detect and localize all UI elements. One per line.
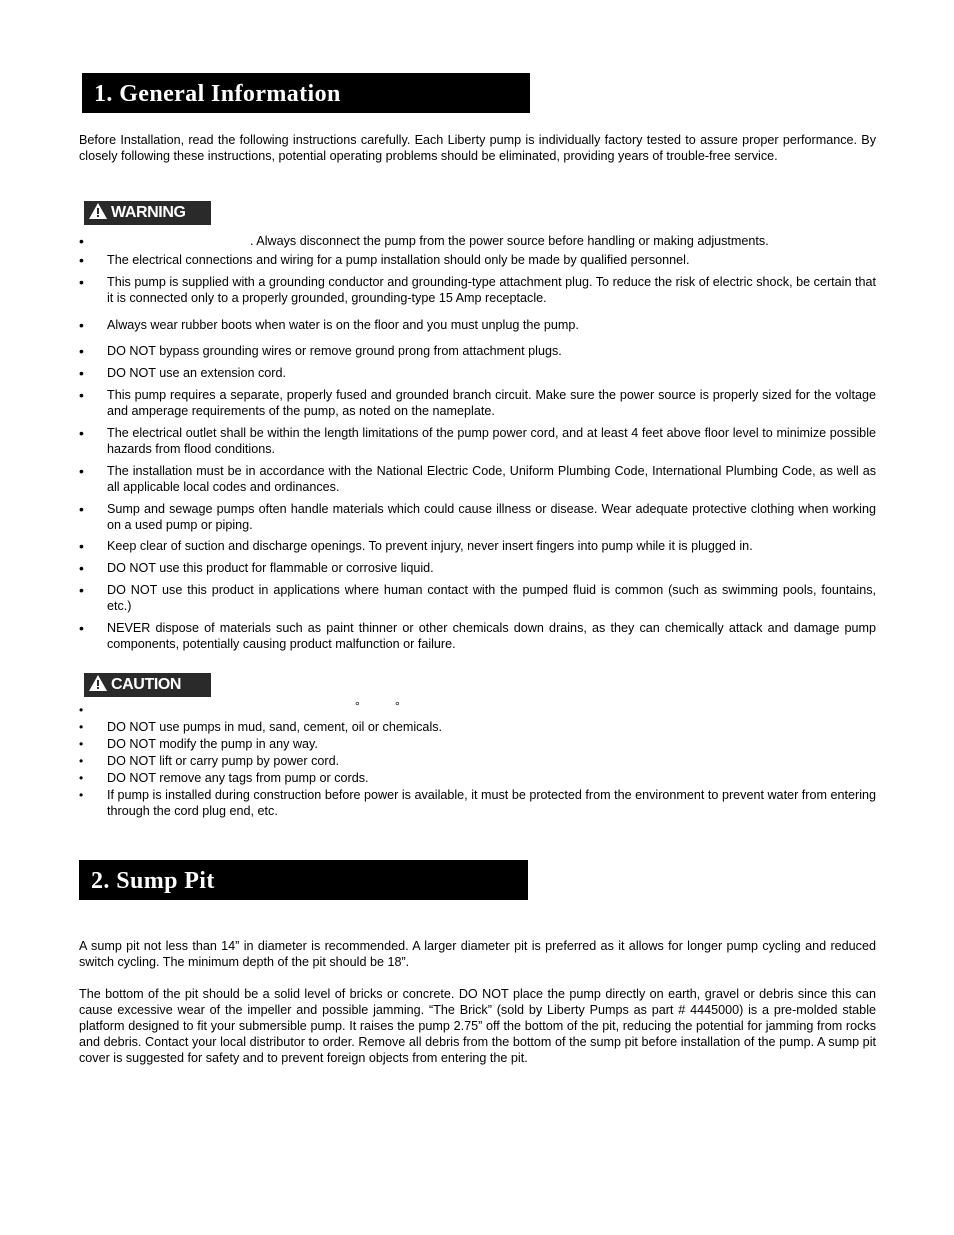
warning-item: [79, 274, 876, 306]
warning-badge: [84, 201, 211, 225]
warning-item: [79, 425, 876, 457]
warning-item-text: Sump and sewage pumps often handle materials which could cause illness or disease. Wear adequate protective clothing when working on a used pump or piping.: [107, 502, 876, 532]
bullet: •: [79, 703, 84, 717]
caution-label: CAUTION: [111, 676, 182, 693]
warning-label: WARNING: [111, 204, 186, 221]
bullet: •: [79, 317, 84, 333]
warning-item: [79, 538, 876, 554]
warning-item-text: The electrical outlet shall be within the length limitations of the pump power cord, and at least 4 feet above floor level to minimize possible hazards from flood conditions.: [107, 426, 876, 456]
warning-item-text: NEVER dispose of materials such as paint thinner or other chemicals down drains, as they can chemically attack and damage pump components, potentially causing product malfunction or failure.: [107, 621, 876, 651]
warning-item: [79, 387, 876, 419]
warning-item: [79, 365, 876, 381]
bullet: •: [79, 365, 84, 381]
warning-item-text: DO NOT use this product for flammable or corrosive liquid.: [107, 561, 434, 575]
section-1-title: 1. General Information: [94, 81, 341, 107]
caution-item: [79, 719, 876, 735]
bullet: •: [79, 754, 84, 768]
warning-item: [79, 501, 876, 533]
bullet: •: [79, 463, 84, 479]
bullet: •: [79, 788, 84, 802]
caution-item-text: DO NOT modify the pump in any way.: [107, 737, 318, 751]
caution-item-text: If pump is installed during construction before power is available, it must be protected from the environment to prevent water from entering through the cord plug end, etc.: [107, 788, 876, 818]
intro-paragraph: Before Installation, read the following instructions carefully. Each Liberty pump is individually factory tested to assure proper performance. By closely following these instructions, potential operating problems should be eliminated, providing years of trouble-free service.: [79, 133, 876, 163]
bullet: •: [79, 560, 84, 576]
warning-item-text: The electrical connections and wiring for a pump installation should only be made by qualified personnel.: [107, 253, 690, 267]
sump-pit-paragraph-2: The bottom of the pit should be a solid level of bricks or concrete. DO NOT place the pump directly on earth, gravel or debris since this can cause excessive wear of the impeller and possible jamming. “The Brick” (sold by Liberty Pumps as part # 4445000) is a pre-molded stable platform designed to fit your submersible pump. It raises the pump 2.75” off the bottom of the pit, reducing the potential for jamming from rocks and debris. Contact your local distributor to order. Remove all debris from the bottom of the sump pit before installation of the pump. A sump pit cover is suggested for safety and to prevent foreign objects from entering the pit.: [79, 987, 876, 1065]
section-2-header: [79, 860, 528, 900]
warning-item-text: Keep clear of suction and discharge openings. To prevent injury, never insert fingers into pump while it is plugged in.: [107, 539, 753, 553]
bullet: •: [79, 620, 84, 636]
bullet: •: [79, 582, 84, 598]
warning-item: [79, 463, 876, 495]
bullet: •: [79, 538, 84, 554]
warning-item: [79, 317, 876, 333]
bullet: •: [79, 343, 84, 359]
bullet: •: [79, 233, 84, 249]
warning-item-text: DO NOT use this product in applications where human contact with the pumped fluid is common (such as swimming pools, fountains, etc.): [107, 583, 876, 613]
warning-item-text: DO NOT use an extension cord.: [107, 366, 286, 380]
warning-item-text: Always wear rubber boots when water is on the floor and you must unplug the pump.: [107, 318, 579, 332]
caution-badge: [84, 673, 211, 697]
sump-pit-paragraph-1: A sump pit not less than 14” in diameter is recommended. A larger diameter pit is preferred as it allows for longer pump cycling and reduced switch cycling. The minimum depth of the pit should be 18”.: [79, 939, 876, 969]
warning-item-text: DO NOT bypass grounding wires or remove ground prong from attachment plugs.: [107, 344, 562, 358]
warning-item: [79, 560, 876, 576]
bullet: •: [79, 720, 84, 734]
warning-item-text: . Always disconnect the pump from the power source before handling or making adjustments.: [250, 234, 769, 248]
warning-item: [79, 582, 876, 614]
caution-item-text: DO NOT lift or carry pump by power cord.: [107, 754, 340, 768]
bullet: •: [79, 771, 84, 785]
caution-item: [79, 736, 876, 752]
warning-item-text: This pump requires a separate, properly fused and grounded branch circuit. Make sure the power source is properly sized for the voltage and amperage requirements of the pump, as noted on the nameplate.: [107, 388, 876, 418]
warning-item-text: The installation must be in accordance with the National Electric Code, Uniform Plumbing Code, International Plumbing Code, as well as all applicable local codes and ordinances.: [107, 464, 876, 494]
bullet: •: [79, 425, 84, 441]
caution-item-text: DO NOT use pumps in mud, sand, cement, oil or chemicals.: [107, 720, 443, 734]
bullet: •: [79, 252, 84, 268]
degree-mark: °: [355, 699, 360, 713]
bullet: •: [79, 387, 84, 403]
bullet: •: [79, 737, 84, 751]
caution-triangle-icon: [88, 674, 108, 692]
warning-item: [79, 343, 876, 359]
caution-item-text: DO NOT remove any tags from pump or cords.: [107, 771, 369, 785]
warning-item: [79, 252, 876, 268]
warning-item-text: This pump is supplied with a grounding conductor and grounding-type attachment plug. To reduce the risk of electric shock, be certain that it is connected only to a properly grounded, grounding-type 15 Amp receptacle.: [107, 275, 876, 305]
bullet: •: [79, 274, 84, 290]
caution-item: [79, 770, 876, 786]
caution-item: [79, 787, 876, 819]
warning-item: [79, 233, 876, 249]
warning-item: [79, 620, 876, 652]
warning-triangle-icon: [88, 202, 108, 220]
bullet: •: [79, 501, 84, 517]
degree-mark: °: [395, 699, 400, 713]
caution-item: [79, 753, 876, 769]
section-1-header: [82, 73, 530, 113]
section-2-title: 2. Sump Pit: [91, 868, 215, 894]
